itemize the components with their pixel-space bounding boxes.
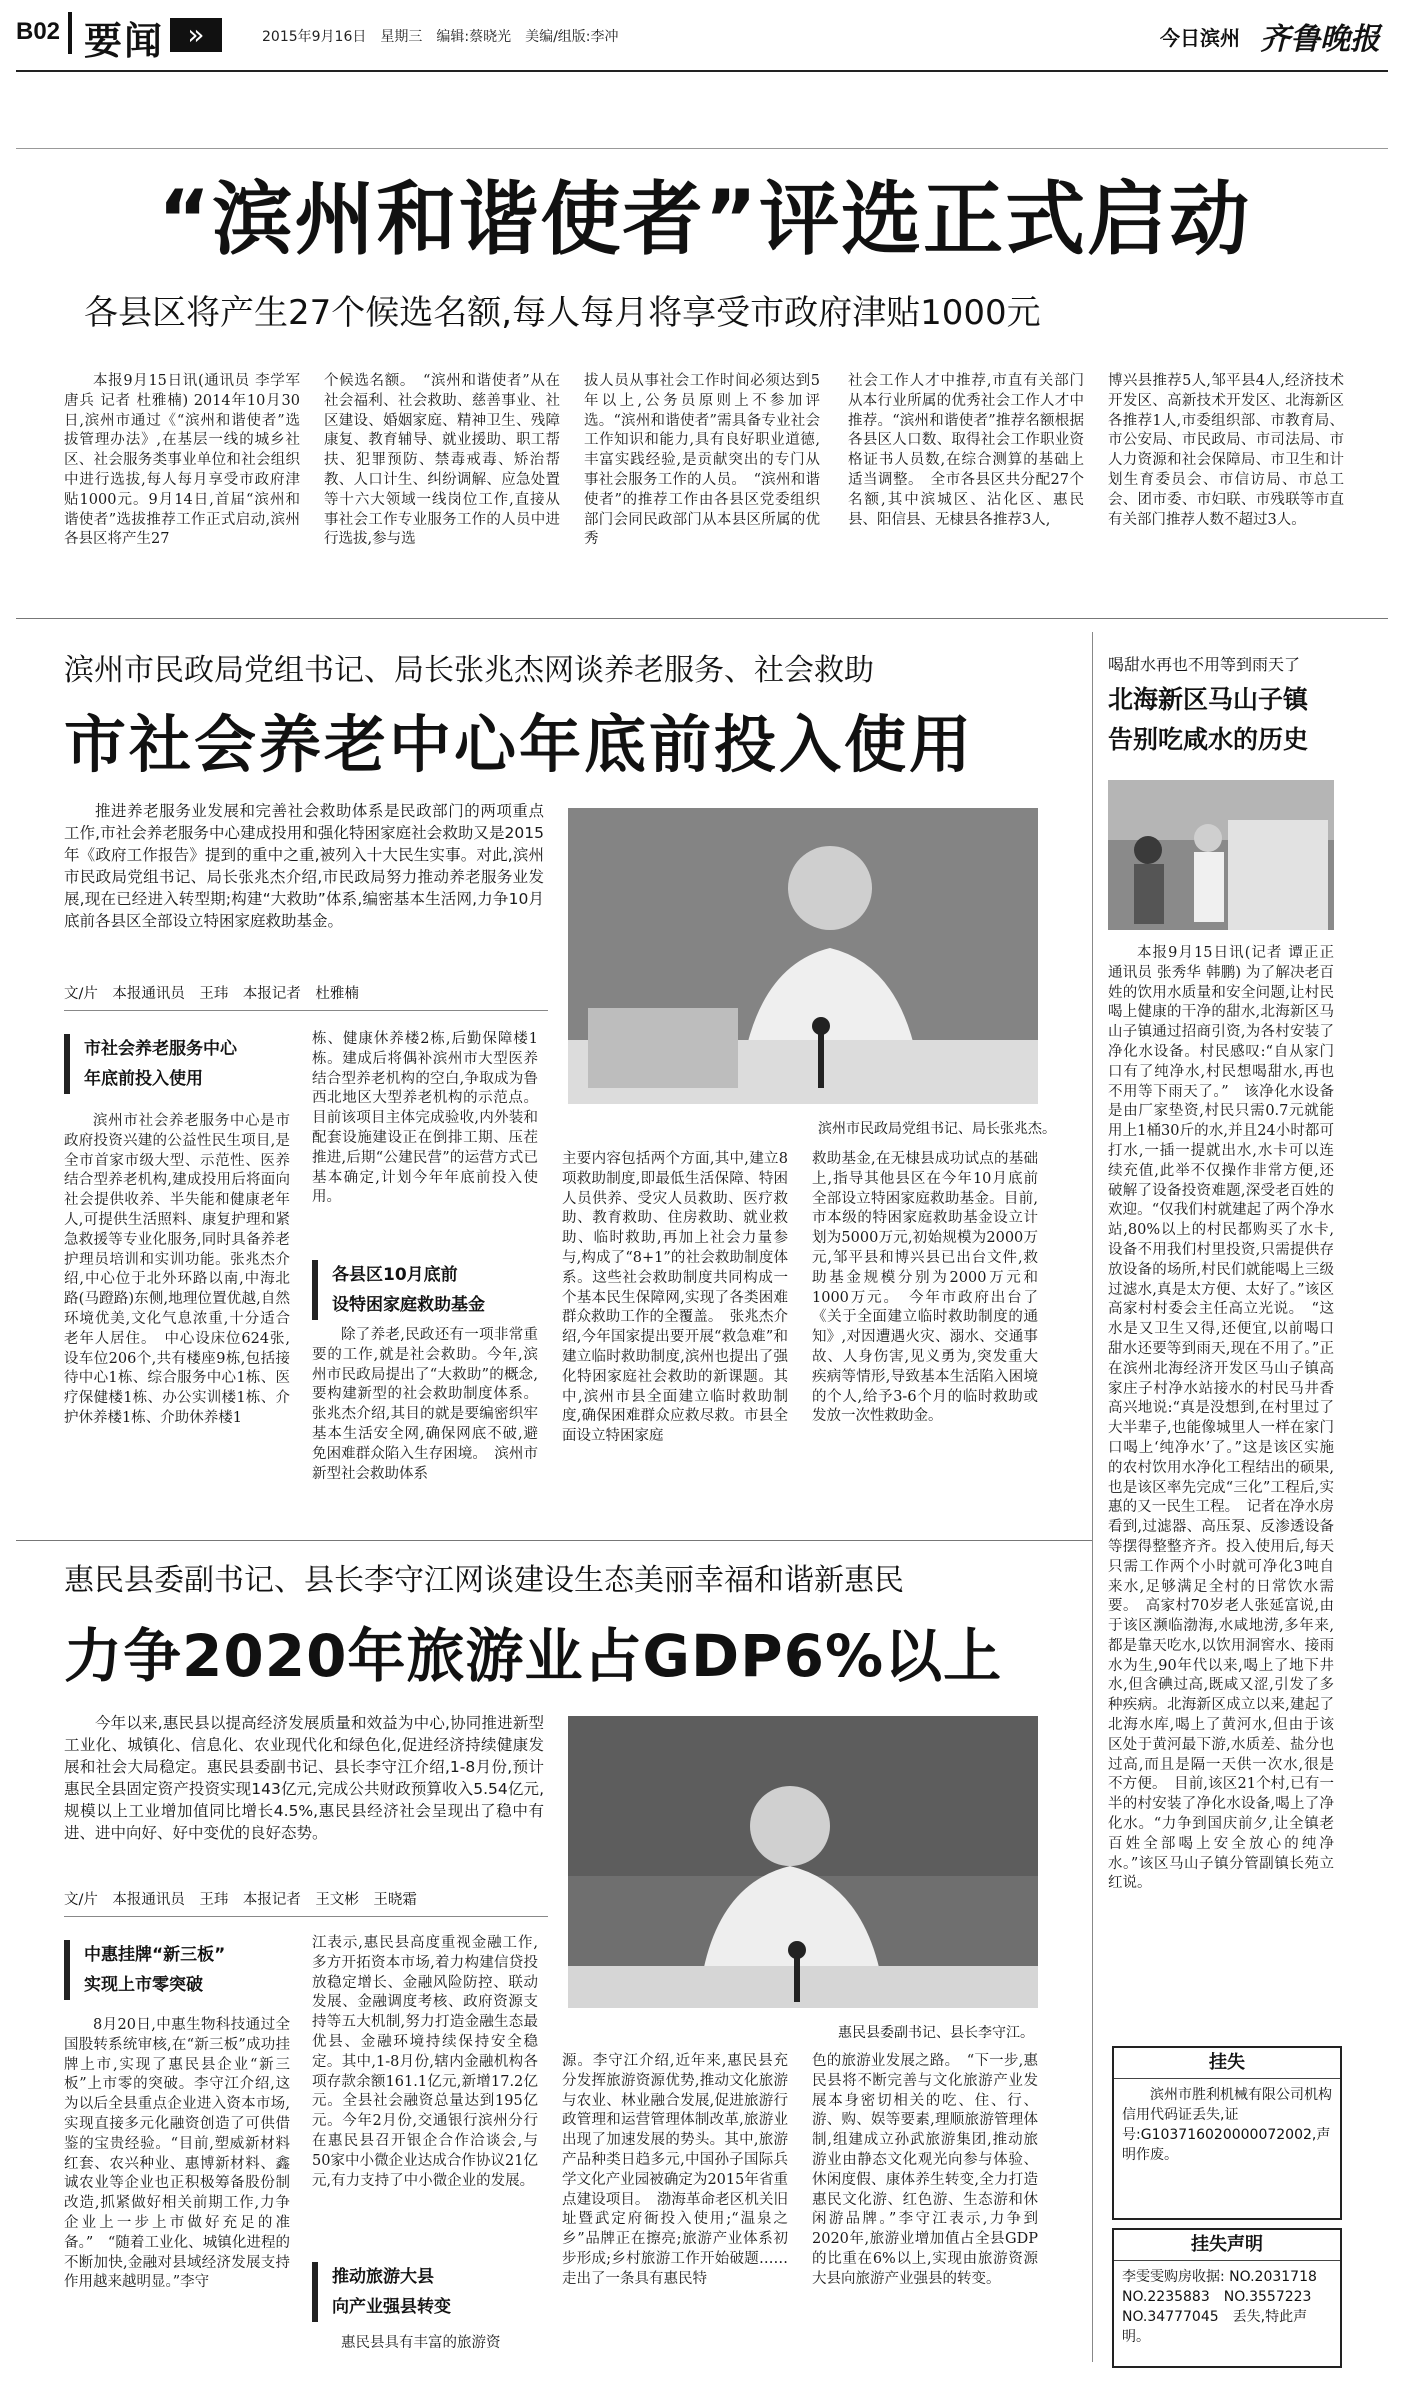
sidebar-title-line: 告别吃咸水的历史 — [1108, 725, 1309, 754]
sidebar-divider — [1092, 632, 1093, 2362]
photo-speaker-li — [568, 1716, 1038, 2008]
article3-column-1: 8月20日,中惠生物科技通过全国股转系统审核,在“新三板”成功挂牌上市,实现了惠民县企业“新三板”上市零的突破。李守江介绍,这为以后全县重点企业进入资本市场,实现直接多元化融资创造了可供借鉴的宝贵经验。“目前,塑威新材料红套、农兴种业、惠博新材料、鑫诚农业等企业也正积极筹备股份制改造,抓紧做好相关前期工作,力争企业上一步上市做好充足的准备。” “随着工业化、城镇化进程的不断加快,金融对县域经济发展支持作用越来越明显。”李守 — [64, 2017, 290, 2291]
subhead-line: 向产业强县转变 — [332, 2297, 451, 2317]
article3-kicker: 惠民县委副书记、县长李守江网谈建设生态美丽幸福和谐新惠民 — [64, 1563, 904, 1598]
header-rule — [16, 70, 1388, 72]
subhead-line: 实现上市零突破 — [84, 1975, 203, 1995]
article2-subhead-1 — [64, 1034, 304, 1094]
article3-column-4: 色的旅游业发展之路。 “下一步,惠民县将不断完善与文化旅游产业发展本身密切相关的吃、住、行、游、购、娱等要素,理顺旅游管理体制,组建成立孙武旅游集团,推动旅游业由静态文化观光向参与体验、休闲度假、康体养生转变,全力打造惠民文化游、红色游、生态游和休闲游品牌。”李守江表示,力争到2020年,旅游业增加值占全县GDP的比重在6%以上,实现由旅游资源大县向旅游产业强县的转变。 — [812, 2053, 1038, 2287]
article3-photo-caption: 惠民县委副书记、县长李守江。 — [838, 2025, 1034, 2041]
header-divider-bar — [68, 12, 72, 54]
article2-byline-rule — [64, 1010, 548, 1011]
section-name: 要闻 — [84, 19, 165, 63]
lead-column-5: 博兴县推荐5人,邹平县4人,经济技术开发区、高新技术开发区、北海新区各推荐1人,市委组织部、市教育局、市公安局、市民政局、市司法局、市人力资源和社会保障局、市卫生和计划生育委员会、市信访局、市总工会、团市委、市妇联、市残联等市直有关部门推荐人数不超过3人。 — [1108, 373, 1344, 528]
photo-speaker-zhang — [568, 808, 1038, 1104]
article2-column-2b: 除了养老,民政还有一项非常重要的工作,就是社会救助。今年,滨州市民政局提出了“大救助”的概念,要构建新型的社会救助制度体系。张兆杰介绍,其目的就是要编密织牢基本生活安全网,确保网底不破,避免困难群众陷入生存困境。 滨州市新型社会救助体系 — [312, 1327, 538, 1482]
article3-subhead-1 — [64, 1940, 304, 2000]
sidebar-title — [1108, 680, 1308, 760]
article3-column-2a: 江表示,惠民县高度重视金融工作,多方开拓资本市场,着力构建信贷投放稳定增长、金融风险防控、联动发展、金融调度考核、政府资源支持等五大机制,努力打造金融生态最优县、金融环境持续保持安全稳定。其中,1-8月份,辖内金融机构各项存款余额161.1亿元,新增17.2亿元。全县社会融资总量达到195亿元。今年2月份,交通银行滨州分行在惠民县召开银企合作洽谈会,与50家中小微企业达成合作协议21亿元,有力支持了中小微企业的发展。 — [312, 1935, 538, 2189]
notice-lost-1 — [1112, 2046, 1342, 2220]
article2-intro: 推进养老服务业发展和完善社会救助体系是民政部门的两项重点工作,市社会养老服务中心建成投用和强化特困家庭社会救助又是2015年《政府工作报告》提到的重中之重,被列入十大民生实事。对此,滨州市民政局党组书记、局长张兆杰介绍,市民政局努力推动养老服务业发展,现在已经进入转型期;构建“大救助”体系,编密基本生活网,力争10月底前各县区全部设立特困家庭救助基金。 — [64, 802, 544, 930]
article2-bottom-rule — [16, 1540, 1092, 1541]
lead-bottom-rule — [16, 618, 1388, 619]
subhead-line: 中惠挂牌“新三板” — [84, 1945, 226, 1965]
article3-column-2b: 惠民县具有丰富的旅游资 — [341, 2335, 501, 2351]
article3-photo — [568, 1716, 1038, 2008]
notice-lost-2 — [1112, 2228, 1342, 2368]
notice-lost-1-title: 挂失 — [1114, 2048, 1340, 2079]
notice-lost-2-title: 挂失声明 — [1114, 2230, 1340, 2261]
article2-column-2a: 栋、健康休养楼2栋,后勤保障楼1栋。建成后将偶补滨州市大型医养结合型养老机构的空白,争取成为鲁西北地区大型养老机构的示范点。目前该项目主体完成验收,内外装和配套设施建设正在倒排工期、压茬推进,后期“公建民营”的运营方式已基本确定,计划今年年底前投入使用。 — [312, 1031, 538, 1206]
article3-byline: 文/片 本报通讯员 王玮 本报记者 王文彬 王晓霜 — [64, 1892, 417, 1908]
issue-meta: 2015年9月16日 星期三 编辑:蔡晓光 美编/组版:李冲 — [262, 29, 619, 45]
notice-lost-2-text: 李雯雯购房收据: NO.2031718 NO.2235883 NO.3557223 NO.34777045 丢失,特此声明。 — [1122, 2269, 1331, 2345]
article2-column-3: 主要内容包括两个方面,其中,建立8项救助制度,即最低生活保障、特困人员供养、受灾人员救助、医疗救助、教育救助、住房救助、就业救助、临时救助,再加上社会力量参与,构成了“8+1”的社会救助制度体系。这些社会救助制度共同构成一个基本民生保障网,实现了各类困难群众救助工作的全覆盖。 张兆杰介绍,今年国家提出要开展“救急难”和建立临时救助制度,滨州也提出了强化特困家庭社会救助的新课题。其中,滨州市县全面建立临时救助制度,确保困难群众应救尽救。市县全面设立特困家庭 — [562, 1151, 788, 1445]
lead-title: “滨州和谐使者”评选正式启动 — [157, 173, 1252, 266]
lead-column-4: 社会工作人才中推荐,市直有关部门从本行业所属的优秀社会工作人才中推荐。“滨州和谐使者”推荐名额根据各县区人口数、取得社会工作职业资格证书人员数,在综合测算的基础上适当调整。 全市各县区共分配27个名额,其中滨城区、沾化区、惠民县、阳信县、无棣县各推荐3人, — [848, 373, 1084, 528]
lead-subtitle: 各县区将产生27个候选名额,每人每月将享受市政府津贴1000元 — [84, 293, 1041, 333]
newspaper-logo: 齐鲁晚报 — [1260, 22, 1380, 57]
subhead-line: 年底前投入使用 — [84, 1069, 203, 1089]
page-number: B02 — [16, 18, 61, 45]
subhead-line: 设特困家庭救助基金 — [332, 1295, 485, 1315]
subhead-line: 市社会养老服务中心 — [84, 1039, 237, 1059]
article2-photo-caption: 滨州市民政局党组书记、局长张兆杰。 — [818, 1121, 1056, 1137]
article2-column-4: 救助基金,在无棣县成功试点的基础上,指导其他县区在今年10月底前全部设立特困家庭救助基金。目前,市本级的特困家庭救助基金设立计划为5000万元,初始规模为2000万元,邹平县和博兴县已出台文件,救助基金规模分别为2000万元和1000万元。 今年市政府出台了《关于全面建立临时救助制度的通知》,对因遭遇火灾、溺水、交通事故、人身伤害,见义勇为,突发重大疾病等情形,导致基本生活陷入困境的个人,给予3-6个月的临时救助或发放一次性救助金。 — [812, 1151, 1038, 1425]
sidebar-title-line: 北海新区马山子镇 — [1108, 685, 1309, 714]
top-rule — [16, 148, 1388, 149]
lead-column-3: 拔人员从事社会工作时间必须达到5年以上,公务员原则上不参加评选。“滨州和谐使者”需具备专业社会工作知识和能力,具有良好职业道德,丰富实践经验,是贡献突出的专门从事社会服务工作的人员。 “滨州和谐使者”的推荐工作由各县区党委组织部门会同民政部门从本县区所属的优秀 — [584, 373, 820, 548]
page-header — [0, 0, 1409, 64]
article2-kicker: 滨州市民政局党组书记、局长张兆杰网谈养老服务、社会救助 — [64, 653, 874, 688]
article3-byline-rule — [64, 1916, 548, 1917]
article2-byline: 文/片 本报通讯员 王玮 本报记者 杜雅楠 — [64, 986, 359, 1002]
article3-subhead-2 — [312, 2262, 542, 2322]
article3-intro: 今年以来,惠民县以提高经济发展质量和效益为中心,协同推进新型工业化、城镇化、信息化、农业现代化和绿色化,促进经济持续健康发展和社会大局稳定。惠民县委副书记、县长李守江介绍,1-8月份,预计惠民全县固定资产投资实现143亿元,完成公共财政预算收入5.54亿元,规模以上工业增加值同比增长4.5%,惠民县经济社会呈现出了稳中有进、进中向好、好中变优的良好态势。 — [64, 1714, 544, 1842]
brand-name: 今日滨州 — [1160, 26, 1240, 50]
notice-lost-1-text: 滨州市胜利机械有限公司机构信用代码证丢失,证号:G103716020000072002,声明作废。 — [1122, 2087, 1332, 2163]
article2-title: 市社会养老中心年底前投入使用 — [64, 708, 975, 781]
lead-column-1: 本报9月15日讯(通讯员 李学军 唐兵 记者 杜雅楠) 2014年10月30日,滨州市通过《“滨州和谐使者”选拔管理办法》,在基层一线的城乡社区、社会服务类事业单位和社会组织中进行选拔,每人每月享受市政府津贴1000元。9月14日,首届“滨州和谐使者”选拔推荐工作正式启动,滨州各县区将产生27 — [64, 373, 300, 548]
subhead-line: 推动旅游大县 — [332, 2267, 434, 2287]
sidebar-kicker: 喝甜水再也不用等到雨天了 — [1108, 655, 1301, 674]
article3-column-3: 源。李守江介绍,近年来,惠民县充分发挥旅游资源优势,推动文化旅游与农业、林业融合发展,促进旅游行政管理和运营管理体制改革,旅游业出现了加速发展的势头。其中,旅游产品种类日趋多元,中国孙子国际兵学文化产业园被确定为2015年省重点建设项目。 渤海革命老区机关旧址暨武定府衙投入使用;“温泉之乡”品牌正在擦亮;旅游产业体系初步形成;乡村旅游工作开始破题……走出了一条具有惠民特 — [562, 2053, 788, 2287]
sidebar-photo — [1108, 780, 1334, 930]
article2-photo — [568, 808, 1038, 1104]
lead-column-2: 个候选名额。 “滨州和谐使者”从在社会福利、社会救助、慈善事业、社区建设、婚姻家庭、精神卫生、残障康复、教育辅导、就业援助、职工帮扶、犯罪预防、禁毒戒毒、矫治帮教、人口计生、纠纷调解、应急处置等十六大领域一线岗位工作,直接从事社会工作专业服务工作的人员中进行选拔,参与选 — [324, 373, 560, 548]
sidebar-text: 本报9月15日讯(记者 谭正正 通讯员 张秀华 韩鹏) 为了解决老百姓的饮用水质量和安全问题,让村民喝上健康的干净的甜水,北海新区马山子镇通过招商引资,为各村安装了净化水设备。村民感叹:“自从家门口有了纯净水,村民想喝甜水,再也不用等下雨天了。” 该净化水设备是由厂家垫资,村民只需0.7元就能用上1桶30斤的水,并且24小时都可打水,一插一提就出水,水卡可以连续充值,此举不仅操作非常方便,还破解了设备投资难题,深受老百姓的欢迎。“仅我们村就建起了两个净水站,80%以上的村民都购买了水卡,设备不用我们村里投资,只需提供存放设备的场所,村民们就能喝上三级过滤水,真是太方便、太好了。”该区高家村村委会主任高立光说。 “这水是又卫生又得,还便宜,以前喝口甜水还要等到雨天,现在不用了。”正在滨州北海经济开发区马山子镇高家庄子村净水站接水的村民马井香高兴地说:“真是没想到,在村里过了大半辈子,也能像城里人一样在家门口喝上‘纯净水’了。”这是该区实施的农村饮用水净化工程结出的硕果,也是该区率先完成“三化”工程后,实惠的又一民生工程。 记者在净水房看到,过滤器、高压泵、反渗透设备等摆得整整齐齐。投入使用后,每天只需工作两个小时就可净化3吨自来水,足够满足全村的日常饮水需要。 高家村70岁老人张延富说,由于该区濒临渤海,水咸地涝,多年来,都是靠天吃水,以饮用洞窖水、接雨水为生,90年代以来,喝上了地下井水,但含碘过高,既咸又涩,引发了多种疾病。北海新区成立以来,建起了北海水库,喝上了黄河水,但由于该区处于黄河最下游,水质差、盐分也过高,而且是隔一天供一次水,很是不方便。 目前,该区21个村,已有一半的村安装了净化水设备,喝上了净化水。“力争到国庆前夕,让全镇老百姓全部喝上安全放心的纯净水。”该区马山子镇分管副镇长苑立红说。 — [1108, 945, 1334, 1892]
double-chevron-icon: » — [170, 18, 222, 52]
subhead-line: 各县区10月底前 — [332, 1265, 458, 1285]
photo-water-station — [1108, 780, 1334, 930]
article2-subhead-2 — [312, 1260, 542, 1320]
article2-column-1: 滨州市社会养老服务中心是市政府投资兴建的公益性民生项目,是全市首家市级大型、示范性、医养结合型养老机构,建成投用后将面向社会提供收养、半失能和健康老年人,可提供生活照料、康复护理和紧急救援等专业化服务,同时具备养老护理员培训和实训功能。张兆杰介绍,中心位于北外环路以南,中海北路(马蹬路)东侧,地理位置优越,自然环境优美,文化气息浓重,十分适合老年人居住。 中心设床位624张,设车位206个,共有楼座9栋,包括接待中心1栋、综合服务中心1栋、医疗保健楼1栋、办公实训楼1栋、介护休养楼1栋、介助休养楼1 — [64, 1113, 290, 1426]
article3-title: 力争2020年旅游业占GDP6%以上 — [64, 1622, 1003, 1690]
